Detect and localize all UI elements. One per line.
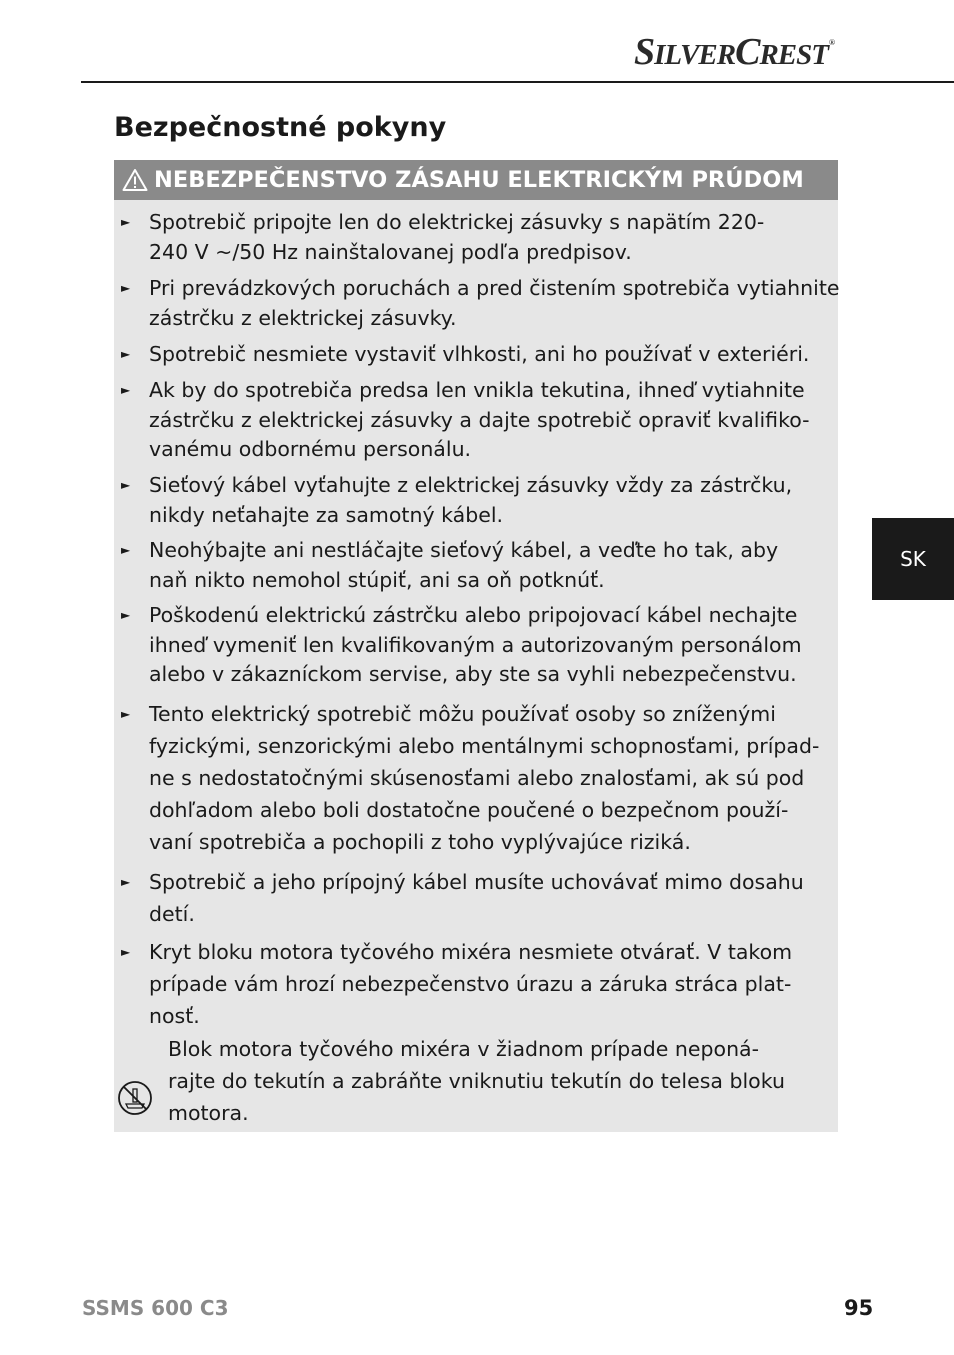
list-item (114, 698, 819, 858)
bullet-arrow-icon: ► (121, 707, 131, 721)
list-item-line: fyzickými, senzorickými alebo mentálnymi schopnosťami, prípad- (149, 734, 820, 758)
list-item-line: nosť. (149, 1004, 200, 1028)
list-item-line: dohľadom alebo boli dostatočne poučené o bezpečnom použí- (149, 798, 789, 822)
bullet-arrow-icon: ► (121, 608, 131, 622)
list-item-line: ihneď vymeniť len kvalifikovaným a autorizovaným personálom (149, 632, 802, 657)
list-item-line: Spotrebič pripojte len do elektrickej zásuvky s napätím 220- (149, 210, 765, 234)
list-item-line: detí. (149, 902, 195, 926)
list-item-line: zástrčku z elektrickej zásuvky a dajte spotrebič opraviť kvalifiko- (149, 407, 810, 432)
list-item-line: Spotrebič a jeho prípojný kábel musíte uchovávať mimo dosahu (149, 870, 804, 894)
list-item-line: 240 V ~/50 Hz nainštalovanej podľa predpisov. (149, 239, 632, 264)
header-rule (81, 81, 954, 83)
list-item (114, 536, 778, 595)
note-line: motora. (168, 1101, 249, 1125)
bullet-arrow-icon: ► (121, 478, 131, 492)
section-title: Bezpečnostné pokyny (114, 112, 447, 143)
bullet-arrow-icon: ► (121, 875, 131, 889)
list-item-line: Ak by do spotrebiča predsa len vnikla tekutina, ihneď vytiahnite (149, 378, 805, 402)
note-line: Blok motora tyčového mixéra v žiadnom prípade neponá- (168, 1037, 760, 1061)
list-item-line: Tento elektrický spotrebič môžu používať osoby so zníženými (149, 702, 776, 726)
list-item (114, 471, 792, 530)
warning-title: NEBEZPEČENSTVO ZÁSAHU ELEKTRICKÝM PRÚDOM (154, 167, 804, 193)
warning-header (114, 160, 838, 200)
warning-triangle-icon (122, 168, 148, 192)
list-item-line: Spotrebič nesmiete vystaviť vlhkosti, ani ho používať v exteriéri. (149, 342, 810, 366)
note-line: rajte do tekutín a zabráňte vniknutiu tekutín do telesa bloku (168, 1069, 785, 1093)
language-tab: SK (872, 518, 954, 600)
list-item-line: Sieťový kábel vyťahujte z elektrickej zásuvky vždy za zástrčku, (149, 473, 793, 497)
page-number: 95 (844, 1296, 874, 1320)
list-item-line: Pri prevádzkových poruchách a pred čistením spotrebiča vytiahnite (149, 276, 840, 300)
list-item-line: zástrčku z elektrickej zásuvky. (149, 305, 457, 330)
list-item-line: Neohýbajte ani nestláčajte sieťový kábel, a veďte ho tak, aby (149, 538, 779, 562)
list-item-line: vanému odbornému personálu. (149, 437, 472, 461)
list-item (114, 376, 810, 465)
list-item-line: ne s nedostatočnými skúsenosťami alebo znalosťami, ak sú pod (149, 766, 805, 790)
list-item (114, 601, 802, 690)
list-item-line: prípade vám hrozí nebezpečenstvo úrazu a záruka stráca plat- (149, 972, 792, 996)
bullet-arrow-icon: ► (121, 945, 131, 959)
list-item-line: nikdy neťahajte za samotný kábel. (149, 502, 504, 527)
list-item (114, 208, 764, 267)
no-immersion-icon (117, 1080, 153, 1116)
brand-logo: SILVERCREST® (634, 31, 834, 73)
list-item-line: vaní spotrebiča a pochopili z toho vyplývajúce riziká. (149, 830, 691, 854)
bullet-arrow-icon: ► (121, 383, 131, 397)
list-item-line: naň nikto nemohol stúpiť, ani sa oň potknúť. (149, 567, 605, 592)
list-item (114, 936, 792, 1032)
safety-box (114, 160, 838, 1132)
list-item-line: Poškodenú elektrickú zástrčku alebo pripojovací kábel nechajte (149, 603, 798, 627)
bullet-arrow-icon: ► (121, 543, 131, 557)
footer-model: SSMS 600 C3 (82, 1296, 229, 1320)
list-item (114, 274, 840, 333)
list-item (114, 340, 809, 370)
note (114, 1033, 838, 1129)
bullet-arrow-icon: ► (121, 347, 131, 361)
bullet-arrow-icon: ► (121, 281, 131, 295)
bullet-arrow-icon: ► (121, 215, 131, 229)
list-item-line: Kryt bloku motora tyčového mixéra nesmiete otvárať. V takom (149, 940, 793, 964)
list-item-line: alebo v zákazníckom servise, aby ste sa vyhli nebezpečenstvu. (149, 662, 797, 686)
list-item (114, 866, 804, 930)
